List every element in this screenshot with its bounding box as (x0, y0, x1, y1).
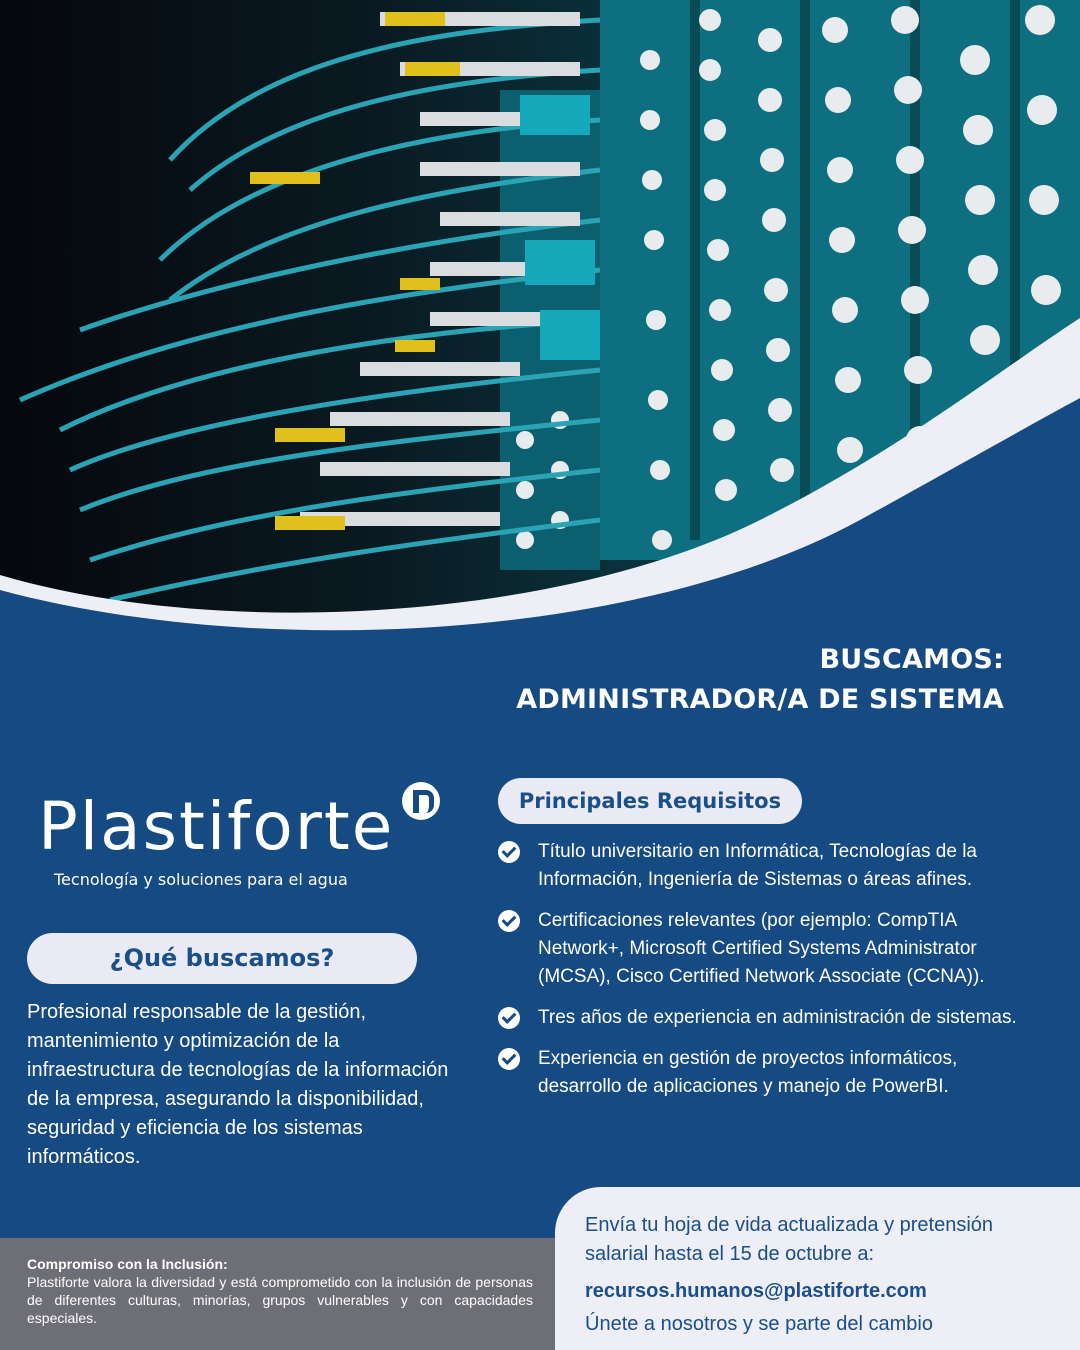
contact-email-link[interactable]: recursos.humanos@plastiforte.com (585, 1280, 927, 1302)
brand-logo (38, 782, 458, 902)
section-title-que-buscamos: ¿Qué buscamos? (27, 933, 417, 984)
check-circle-icon (498, 910, 520, 932)
contact-panel (555, 1187, 1080, 1350)
check-circle-icon (498, 1048, 520, 1070)
title-line-2: ADMINISTRADOR/A DE SISTEMA (516, 684, 1004, 715)
brand-tagline: Tecnología y soluciones para el agua (54, 870, 348, 889)
requirement-item (498, 1045, 1018, 1101)
requirements-list (498, 838, 1018, 1114)
requirement-text: Experiencia en gestión de proyectos informáticos, desarrollo de aplicaciones y manejo de PowerBI. (538, 1048, 958, 1097)
requirement-item (498, 1004, 1018, 1032)
hero-fiber-optic-image (0, 0, 1080, 640)
inclusion-notice (0, 1238, 555, 1350)
inclusion-title: Compromiso con la Inclusión: (27, 1256, 228, 1272)
requirement-item (498, 838, 1018, 894)
requirement-item (498, 907, 1018, 991)
section-title-requisitos: Principales Requisitos (498, 778, 802, 824)
requirement-text: Tres años de experiencia en administración de sistemas. (538, 1007, 1017, 1028)
requirement-text: Certificaciones relevantes (por ejemplo: CompTIA Network+, Microsoft Certified Systems Administrator (MCSA), Cisco Certified Network Associate (CCNA)). (538, 910, 985, 987)
inclusion-text: Plastiforte valora la diversidad y está comprometido con la inclusión de personas de diferentes culturas, minorías, grupos vulnerables y con capacidades especiales. (27, 1274, 533, 1326)
job-description: Profesional responsable de la gestión, mantenimiento y optimización de la infraestructura de tecnologías de la información de la empresa, asegurando la disponibilidad, seguridad y eficiencia de los sistemas informáticos. (27, 1001, 449, 1168)
brand-mark-icon (402, 782, 440, 820)
contact-instructions: Envía tu hoja de vida actualizada y pretensión salarial hasta el 15 de octubre a: (585, 1214, 994, 1265)
fiber-optic-illustration (0, 0, 1080, 640)
requirement-text: Título universitario en Informática, Tecnologías de la Información, Ingeniería de Sistemas o áreas afines. (538, 841, 977, 890)
check-circle-icon (498, 841, 520, 863)
check-circle-icon (498, 1007, 520, 1029)
title-line-1: BUSCAMOS: (819, 644, 1004, 675)
contact-cta: Únete a nosotros y se parte del cambio (585, 1313, 933, 1335)
brand-name: Plastiforte (38, 788, 395, 865)
page-title (516, 640, 1004, 720)
